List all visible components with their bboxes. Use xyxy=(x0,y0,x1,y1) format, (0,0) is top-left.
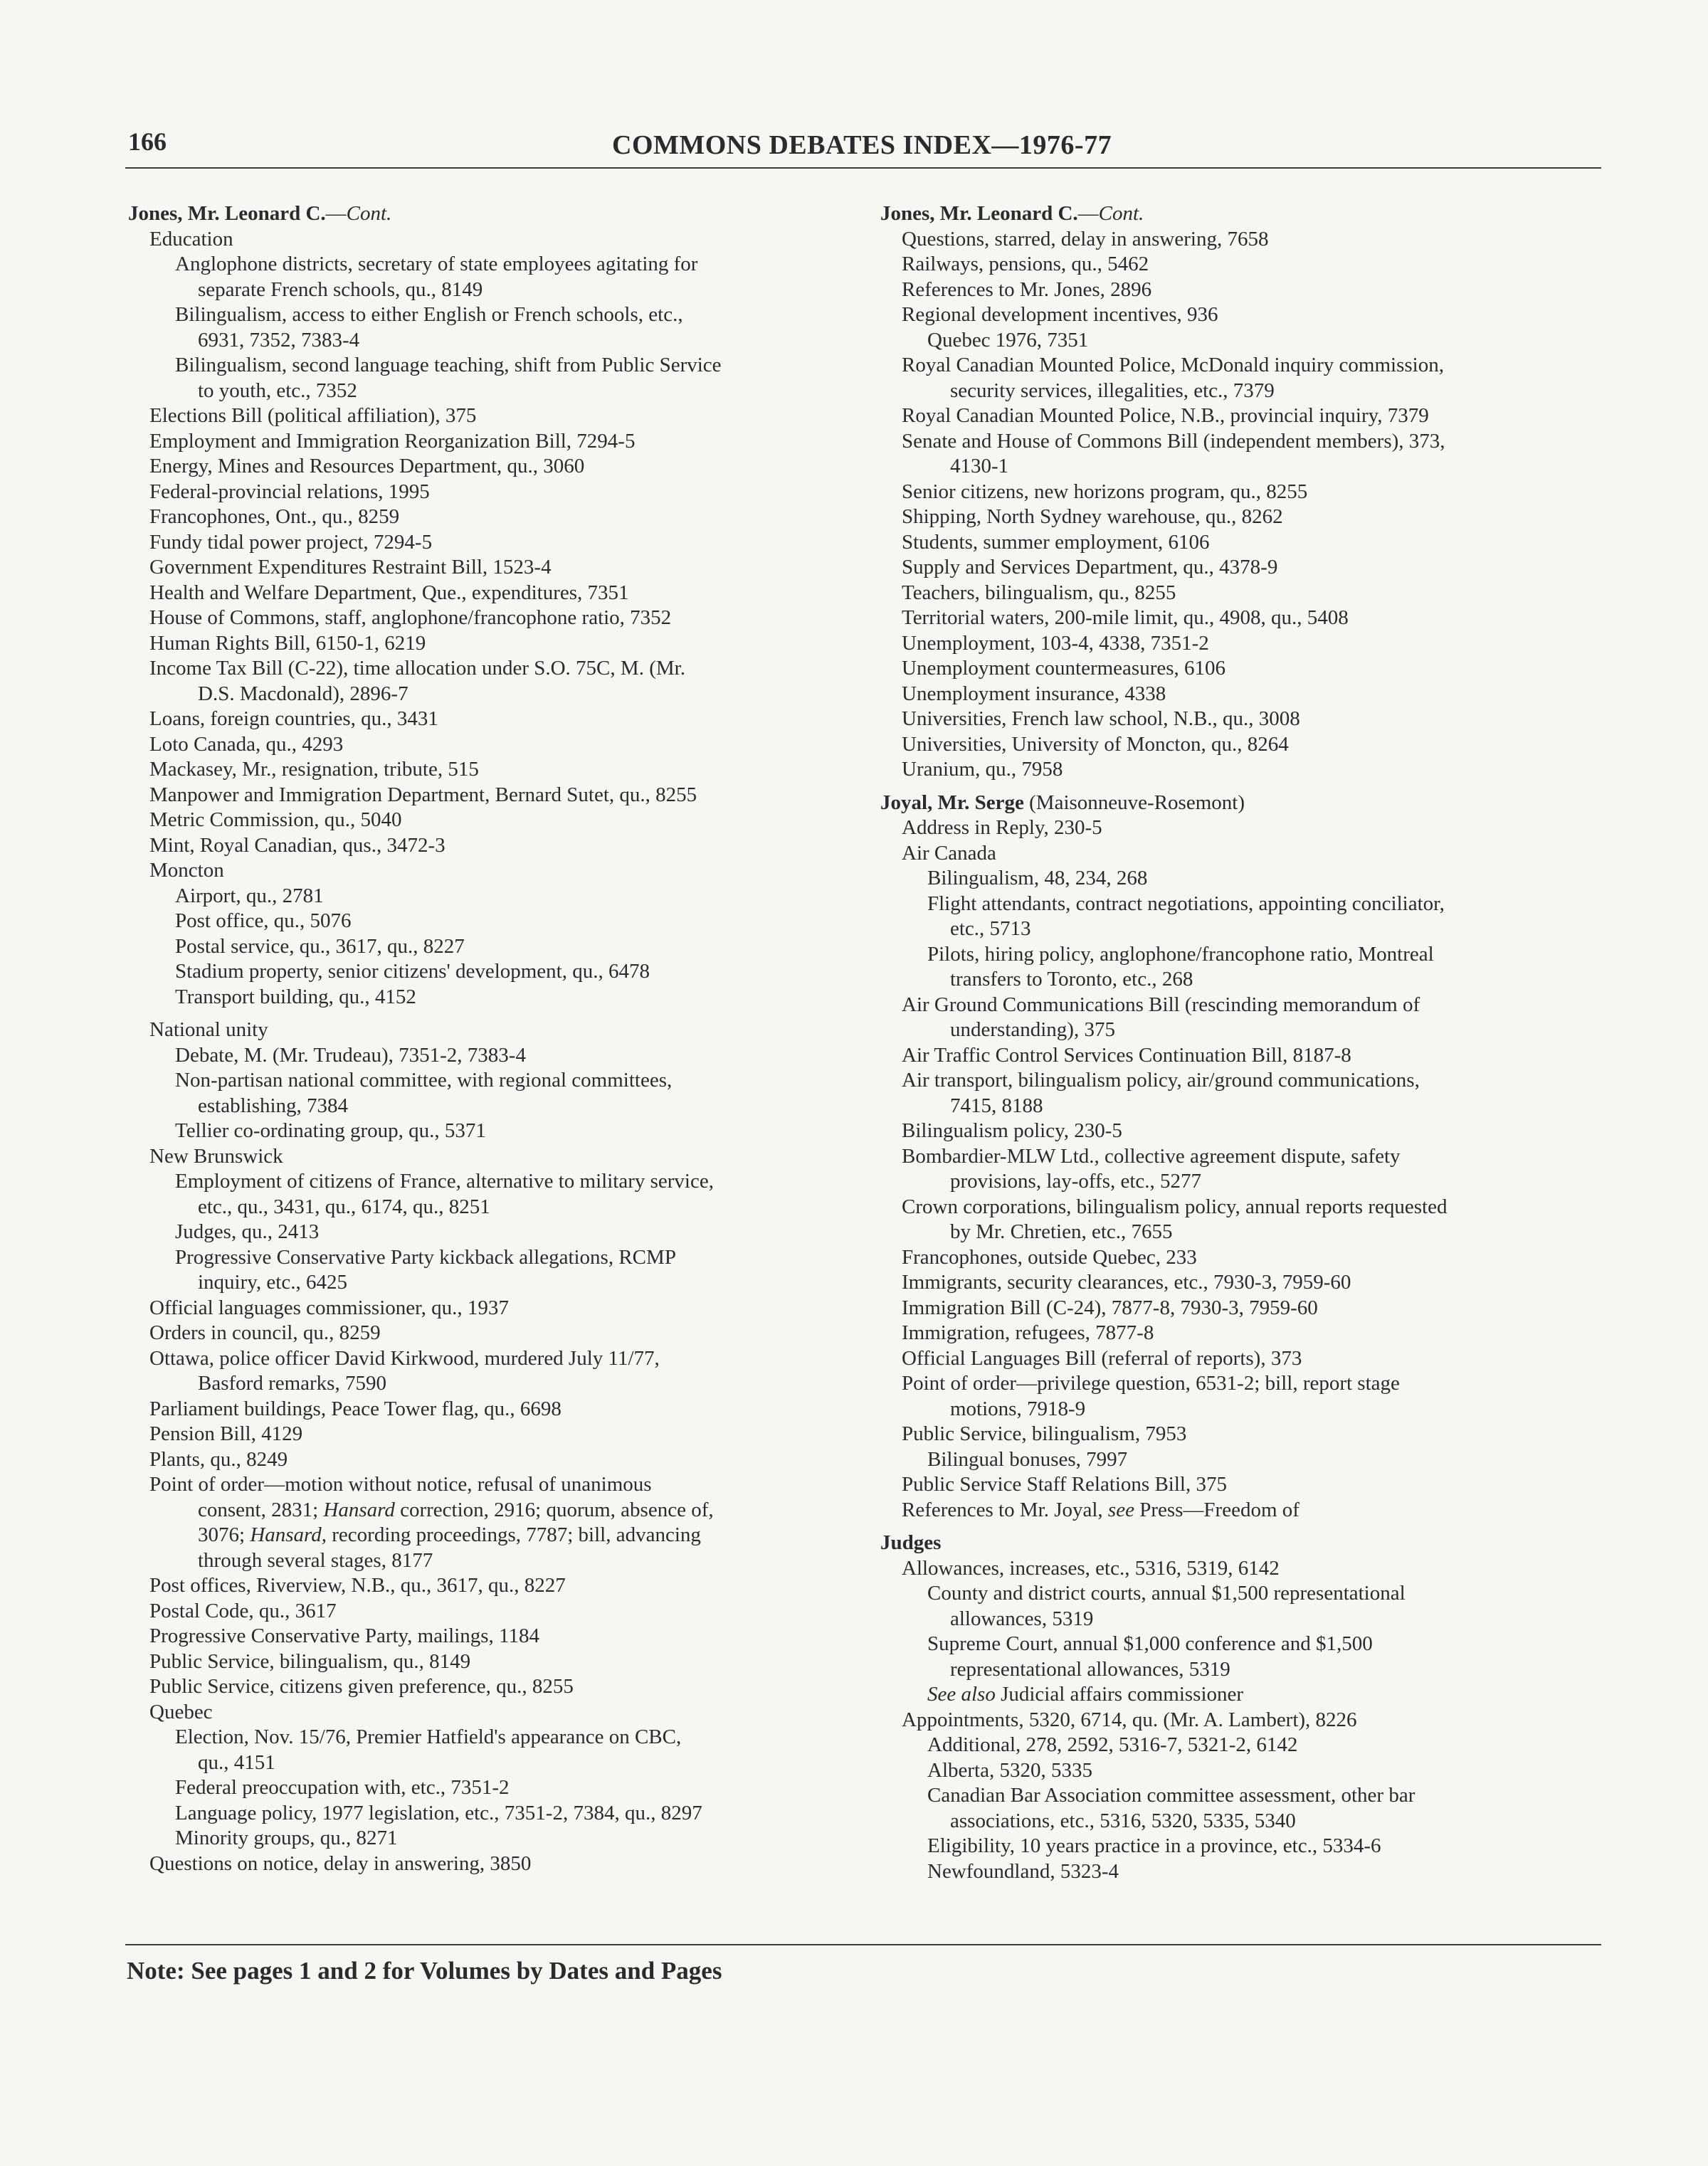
index-entry xyxy=(880,1068,1606,1094)
index-entry-text: 3076; xyxy=(198,1523,251,1546)
index-entry-text: Language policy, 1977 legislation, etc., 7351-2, 7384, qu., 8297 xyxy=(175,1801,702,1824)
index-entry xyxy=(880,1245,1606,1271)
index-entry-text: Crown corporations, bilingualism policy, annual reports requested xyxy=(902,1195,1448,1218)
index-entry-text: 7415, 8188 xyxy=(950,1094,1043,1117)
index-entry-italic: see xyxy=(1107,1498,1134,1521)
index-entry xyxy=(128,252,858,278)
index-entry-text: qu., 4151 xyxy=(198,1750,275,1774)
index-entry xyxy=(128,707,858,732)
index-entry xyxy=(128,1801,858,1827)
index-entry-text: Unemployment, 103-4, 4338, 7351-2 xyxy=(902,631,1209,655)
index-entry xyxy=(128,1346,858,1372)
index-entry-text: allowances, 5319 xyxy=(950,1607,1094,1630)
index-entry-text: Allowances, increases, etc., 5316, 5319, 6142 xyxy=(902,1556,1280,1580)
index-entry xyxy=(880,1371,1606,1397)
index-entry xyxy=(128,858,858,884)
index-entry xyxy=(880,1220,1606,1245)
index-entry xyxy=(880,1607,1606,1632)
index-entry-text: Questions, starred, delay in answering, 7658 xyxy=(902,227,1269,250)
index-entry-text: Official languages commissioner, qu., 1937 xyxy=(149,1296,509,1319)
index-entry-text: Teachers, bilingualism, qu., 8255 xyxy=(902,581,1176,604)
index-entry xyxy=(880,1581,1606,1607)
index-entry xyxy=(128,1043,858,1069)
index-entry-text: Additional, 278, 2592, 5316-7, 5321-2, 6142 xyxy=(927,1733,1298,1756)
index-entry-text: Supply and Services Department, qu., 4378-9 xyxy=(902,556,1278,579)
index-entry-text: understanding), 375 xyxy=(950,1018,1115,1041)
index-entry-text: References to Mr. Jones, 2896 xyxy=(902,278,1152,301)
index-heading-name: Jones, Mr. Leonard C. xyxy=(128,202,326,225)
index-entry xyxy=(880,1195,1606,1220)
index-heading xyxy=(880,1531,1606,1556)
index-entry-text: Elections Bill (political affiliation), 375 xyxy=(149,404,477,427)
index-entry xyxy=(128,480,858,505)
index-entry-text: motions, 7918-9 xyxy=(950,1397,1086,1420)
index-entry xyxy=(128,302,858,328)
index-entry xyxy=(880,328,1606,354)
index-entry-text: Territorial waters, 200-mile limit, qu., 4908, qu., 5408 xyxy=(902,606,1349,629)
index-entry xyxy=(128,1397,858,1422)
index-entry-text: Public Service, citizens given preference, qu., 8255 xyxy=(149,1675,574,1698)
index-entry-text: Fundy tidal power project, 7294-5 xyxy=(149,530,433,554)
index-entry xyxy=(880,606,1606,631)
index-entry-text: Unemployment countermeasures, 6106 xyxy=(902,657,1226,680)
index-entry xyxy=(880,480,1606,505)
index-entry-text: Bilingualism, 48, 234, 268 xyxy=(927,867,1148,889)
index-entry-text: Bilingualism policy, 230-5 xyxy=(902,1119,1122,1142)
index-entry xyxy=(128,985,858,1010)
index-entry xyxy=(128,1447,858,1473)
index-entry xyxy=(880,1422,1606,1447)
index-entry-text: Supreme Court, annual $1,000 conference and $1,500 xyxy=(927,1632,1373,1655)
index-entry-text: Tellier co-ordinating group, qu., 5371 xyxy=(175,1119,486,1142)
index-entry-text: 4130-1 xyxy=(950,455,1009,477)
index-entry xyxy=(880,1270,1606,1296)
running-head: COMMONS DEBATES INDEX—1976-77 xyxy=(612,130,1112,160)
index-entry xyxy=(128,1498,858,1523)
index-entry-italic: Cont. xyxy=(1098,202,1144,225)
index-entry-text: Pilots, hiring policy, anglophone/francophone ratio, Montreal xyxy=(927,942,1434,966)
index-entry xyxy=(880,403,1606,429)
index-entry xyxy=(128,1119,858,1144)
index-entry-text: Immigration Bill (C-24), 7877-8, 7930-3, 7959-60 xyxy=(902,1296,1318,1319)
index-entry xyxy=(128,1775,858,1801)
index-entry xyxy=(128,682,858,707)
index-entry-text: Progressive Conservative Party kickback allegations, RCMP xyxy=(175,1245,676,1269)
index-entry-text: security services, illegalities, etc., 7379 xyxy=(950,379,1275,402)
index-entry-text: Students, summer employment, 6106 xyxy=(902,530,1210,554)
index-entry xyxy=(128,1270,858,1296)
index-entry-text: provisions, lay-offs, etc., 5277 xyxy=(950,1170,1202,1193)
index-entry-text: National unity xyxy=(149,1018,268,1041)
index-entry-text: Metric Commission, qu., 5040 xyxy=(149,808,402,831)
index-entry xyxy=(880,1498,1606,1523)
index-column-left xyxy=(128,201,858,1876)
index-entry xyxy=(880,1321,1606,1346)
index-entry xyxy=(880,841,1606,867)
index-entry xyxy=(880,227,1606,253)
index-entry xyxy=(128,1094,858,1119)
index-entry-text: Francophones, outside Quebec, 233 xyxy=(902,1245,1197,1269)
index-entry-text: Manpower and Immigration Department, Bernard Sutet, qu., 8255 xyxy=(149,783,697,806)
index-entry-text: Income Tax Bill (C-22), time allocation under S.O. 75C, M. (Mr. xyxy=(149,657,685,680)
index-entry xyxy=(880,1682,1606,1708)
index-entry-text: Public Service, bilingualism, qu., 8149 xyxy=(149,1649,471,1673)
index-entry xyxy=(880,1296,1606,1321)
index-entry xyxy=(880,1094,1606,1119)
index-entry-text: Election, Nov. 15/76, Premier Hatfield's appearance on CBC, xyxy=(175,1726,682,1748)
index-entry-text: References to Mr. Joyal, xyxy=(902,1498,1108,1521)
index-entry-text: Bilingualism, second language teaching, shift from Public Service xyxy=(175,354,722,376)
index-entry xyxy=(880,1447,1606,1473)
index-entry xyxy=(880,942,1606,968)
index-entry xyxy=(880,757,1606,783)
index-entry xyxy=(128,631,858,657)
index-entry xyxy=(880,530,1606,556)
index-entry xyxy=(880,656,1606,682)
index-entry-text: Quebec 1976, 7351 xyxy=(927,328,1089,352)
index-entry xyxy=(128,783,858,808)
index-entry-text: inquiry, etc., 6425 xyxy=(198,1271,347,1294)
index-entry xyxy=(128,1851,858,1877)
index-entry-text: Energy, Mines and Resources Department, qu., 3060 xyxy=(149,455,585,477)
index-entry-text: Non-partisan national committee, with regional committees, xyxy=(175,1069,673,1092)
index-entry-text: Quebec xyxy=(149,1700,213,1723)
index-entry-text-cont: Judicial affairs commissioner xyxy=(995,1683,1244,1706)
index-entry-text: Senior citizens, new horizons program, qu., 8255 xyxy=(902,480,1308,503)
index-entry-text: Regional development incentives, 936 xyxy=(902,303,1218,326)
index-entry xyxy=(880,1119,1606,1144)
index-entry xyxy=(880,866,1606,892)
index-entry-text: to youth, etc., 7352 xyxy=(198,379,357,402)
index-entry-text: Royal Canadian Mounted Police, McDonald inquiry commission, xyxy=(902,354,1444,376)
index-heading xyxy=(128,201,858,227)
index-entry xyxy=(128,606,858,631)
index-entry xyxy=(880,1809,1606,1834)
index-entry xyxy=(880,1169,1606,1195)
index-entry-text: Immigrants, security clearances, etc., 7930-3, 7959-60 xyxy=(902,1271,1351,1294)
index-entry-text: Royal Canadian Mounted Police, N.B., provincial inquiry, 7379 xyxy=(902,404,1429,427)
index-entry-italic: Cont. xyxy=(346,202,392,225)
index-entry xyxy=(128,1371,858,1397)
index-entry-text: Stadium property, senior citizens' development, qu., 6478 xyxy=(175,960,650,983)
index-entry-text: Point of order—motion without notice, refusal of unanimous xyxy=(149,1473,652,1496)
index-entry-text: Appointments, 5320, 6714, qu. (Mr. A. Lambert), 8226 xyxy=(902,1708,1357,1731)
index-entry xyxy=(128,379,858,404)
index-entry-text: Government Expenditures Restraint Bill, 1523-4 xyxy=(149,556,552,579)
index-entry xyxy=(128,1649,858,1675)
index-entry xyxy=(880,993,1606,1018)
index-entry-text: Alberta, 5320, 5335 xyxy=(927,1758,1092,1782)
index-entry xyxy=(880,1632,1606,1657)
index-entry xyxy=(128,1422,858,1447)
index-entry-text: — xyxy=(325,202,347,225)
index-entry-text: Post office, qu., 5076 xyxy=(175,909,352,932)
index-entry-text: Parliament buildings, Peace Tower flag, qu., 6698 xyxy=(149,1397,562,1420)
index-entry xyxy=(880,732,1606,758)
page-number: 166 xyxy=(128,127,167,156)
index-entry xyxy=(880,1043,1606,1069)
index-entry-text: House of Commons, staff, anglophone/francophone ratio, 7352 xyxy=(149,606,672,629)
index-entry-text: Uranium, qu., 7958 xyxy=(902,758,1063,781)
index-entry-text: Anglophone districts, secretary of state employees agitating for xyxy=(175,253,698,275)
index-entry xyxy=(128,1700,858,1726)
index-entry-text: Francophones, Ont., qu., 8259 xyxy=(149,505,400,528)
index-entry-text: separate French schools, qu., 8149 xyxy=(198,278,483,301)
index-entry-text: Loto Canada, qu., 4293 xyxy=(149,732,344,756)
index-entry xyxy=(128,1674,858,1700)
index-entry xyxy=(128,833,858,859)
index-entry-text: etc., 5713 xyxy=(950,917,1031,940)
index-entry-text: Public Service, bilingualism, 7953 xyxy=(902,1422,1187,1445)
index-entry xyxy=(128,504,858,530)
index-entry-text: Federal preoccupation with, etc., 7351-2 xyxy=(175,1776,510,1799)
index-entry xyxy=(128,1725,858,1750)
index-entry-text: New Brunswick xyxy=(149,1144,283,1168)
index-entry xyxy=(128,278,858,303)
header-rule xyxy=(125,167,1601,169)
index-entry-text: Point of order—privilege question, 6531-2; bill, report stage xyxy=(902,1372,1400,1395)
index-entry xyxy=(128,1144,858,1170)
index-entry-text: Mint, Royal Canadian, qus., 3472-3 xyxy=(149,833,446,857)
index-entry-text-cont: correction, 2916; quorum, absence of, xyxy=(394,1498,714,1521)
index-heading xyxy=(880,791,1606,816)
index-entry-text: Questions on notice, delay in answering, 3850 xyxy=(149,1851,532,1875)
index-entry xyxy=(128,1195,858,1220)
index-entry-text-cont: Press—Freedom of xyxy=(1134,1498,1300,1521)
index-entry xyxy=(880,815,1606,841)
index-entry xyxy=(128,884,858,909)
index-entry xyxy=(128,1472,858,1498)
index-entry xyxy=(128,1068,858,1094)
index-entry-text: Pension Bill, 4129 xyxy=(149,1422,303,1445)
index-entry-text: Debate, M. (Mr. Trudeau), 7351-2, 7383-4 xyxy=(175,1043,526,1067)
index-entry xyxy=(880,1733,1606,1758)
index-heading-name: Joyal, Mr. Serge xyxy=(880,791,1024,814)
index-entry xyxy=(880,379,1606,404)
index-entry xyxy=(880,1472,1606,1498)
index-entry xyxy=(128,1573,858,1599)
index-entry-text: Post offices, Riverview, N.B., qu., 3617, qu., 8227 xyxy=(149,1574,566,1597)
index-entry-text: Senate and House of Commons Bill (independent members), 373, xyxy=(902,429,1445,453)
index-entry xyxy=(128,353,858,379)
index-entry-text: Flight attendants, contract negotiations, appointing conciliator, xyxy=(927,892,1445,915)
index-entry-italic: See also xyxy=(927,1683,996,1706)
index-entry xyxy=(880,278,1606,303)
index-entry-text: Bilingual bonuses, 7997 xyxy=(927,1447,1128,1471)
index-entry xyxy=(128,1548,858,1574)
index-entry-text: Immigration, refugees, 7877-8 xyxy=(902,1321,1154,1344)
index-entry xyxy=(128,808,858,833)
index-entry xyxy=(880,1144,1606,1170)
index-entry xyxy=(880,1657,1606,1683)
index-entry-text: Employment of citizens of France, alternative to military service, xyxy=(175,1170,714,1193)
index-entry-text: Bombardier-MLW Ltd., collective agreement dispute, safety xyxy=(902,1144,1401,1168)
index-entry xyxy=(880,555,1606,581)
index-entry-text: Air Traffic Control Services Continuation Bill, 8187-8 xyxy=(902,1043,1351,1067)
index-entry xyxy=(880,302,1606,328)
index-column-right xyxy=(880,201,1606,1884)
index-entry xyxy=(880,353,1606,379)
index-entry-text: Plants, qu., 8249 xyxy=(149,1447,288,1471)
index-entry-text: representational allowances, 5319 xyxy=(950,1657,1230,1681)
index-entry-text: Employment and Immigration Reorganization Bill, 7294-5 xyxy=(149,429,636,453)
index-entry-text: associations, etc., 5316, 5320, 5335, 5340 xyxy=(950,1809,1296,1832)
index-entry xyxy=(880,916,1606,942)
index-entry xyxy=(128,732,858,758)
index-heading xyxy=(880,201,1606,227)
index-entry xyxy=(880,967,1606,993)
index-entry-text: Railways, pensions, qu., 5462 xyxy=(902,253,1149,275)
index-entry xyxy=(880,1708,1606,1733)
index-entry-text: County and district courts, annual $1,500 representational xyxy=(927,1582,1406,1605)
index-entry-text: Health and Welfare Department, Que., expenditures, 7351 xyxy=(149,581,629,604)
index-heading-name: Jones, Mr. Leonard C. xyxy=(880,202,1078,225)
index-entry-text: Minority groups, qu., 8271 xyxy=(175,1827,398,1849)
index-entry xyxy=(128,1169,858,1195)
index-entry xyxy=(880,1018,1606,1043)
index-entry-text: Ottawa, police officer David Kirkwood, murdered July 11/77, xyxy=(149,1346,660,1370)
index-entry-text: Loans, foreign countries, qu., 3431 xyxy=(149,707,438,730)
index-entry-text: Air Ground Communications Bill (rescinding memorandum of xyxy=(902,993,1420,1016)
index-entry-italic: Hansard, xyxy=(250,1523,327,1546)
index-entry xyxy=(880,1397,1606,1422)
index-entry-text: Orders in council, qu., 8259 xyxy=(149,1321,381,1344)
index-entry-text: Postal Code, qu., 3617 xyxy=(149,1599,337,1622)
index-entry xyxy=(128,1523,858,1548)
index-entry xyxy=(128,1018,858,1043)
index-entry xyxy=(880,707,1606,732)
index-entry-text: Air transport, bilingualism policy, air/ground communications, xyxy=(902,1069,1420,1092)
index-heading-name: Judges xyxy=(880,1531,942,1554)
index-entry-text: Basford remarks, 7590 xyxy=(198,1372,386,1395)
index-entry-text: Transport building, qu., 4152 xyxy=(175,985,416,1008)
index-entry-text: Public Service Staff Relations Bill, 375 xyxy=(902,1473,1227,1496)
index-entry-text: Canadian Bar Association committee assessment, other bar xyxy=(927,1784,1416,1807)
index-entry xyxy=(880,1758,1606,1784)
index-entry xyxy=(880,429,1606,455)
index-entry xyxy=(880,504,1606,530)
index-entry xyxy=(880,1556,1606,1582)
index-entry xyxy=(880,252,1606,278)
index-entry-text: 6931, 7352, 7383-4 xyxy=(198,328,360,352)
index-entry xyxy=(128,1750,858,1776)
index-entry-text: Mackasey, Mr., resignation, tribute, 515 xyxy=(149,758,479,781)
index-entry-text: Human Rights Bill, 6150-1, 6219 xyxy=(149,631,426,655)
index-entry-text: etc., qu., 3431, qu., 6174, qu., 8251 xyxy=(198,1195,490,1218)
index-entry xyxy=(880,581,1606,606)
index-entry-text: Address in Reply, 230-5 xyxy=(902,816,1102,839)
index-entry-italic: Hansard xyxy=(323,1498,395,1521)
index-entry-text: Federal-provincial relations, 1995 xyxy=(149,480,430,503)
index-entry-text: Universities, French law school, N.B., qu., 3008 xyxy=(902,707,1300,730)
index-entry xyxy=(128,757,858,783)
index-entry xyxy=(128,1624,858,1649)
index-entry-text: establishing, 7384 xyxy=(198,1094,349,1117)
index-entry xyxy=(128,1245,858,1271)
index-entry xyxy=(128,656,858,682)
index-entry-text: Moncton xyxy=(149,859,224,882)
index-entry-text-cont: recording proceedings, 7787; bill, advancing xyxy=(327,1523,701,1546)
index-entry-text: Airport, qu., 2781 xyxy=(175,884,324,907)
index-entry-text: Shipping, North Sydney warehouse, qu., 8262 xyxy=(902,505,1283,528)
index-entry-text: Judges, qu., 2413 xyxy=(175,1220,320,1243)
index-entry-text: by Mr. Chretien, etc., 7655 xyxy=(950,1220,1173,1243)
footer-rule xyxy=(125,1944,1601,1945)
index-entry xyxy=(128,555,858,581)
index-entry xyxy=(128,454,858,480)
index-entry-text: Newfoundland, 5323-4 xyxy=(927,1859,1119,1883)
index-entry-text: (Maisonneuve-Rosemont) xyxy=(1023,791,1245,814)
index-entry-text: Education xyxy=(149,227,233,250)
index-entry xyxy=(128,1599,858,1624)
index-entry xyxy=(880,682,1606,707)
index-entry xyxy=(128,581,858,606)
index-entry-text: Universities, University of Moncton, qu., 8264 xyxy=(902,732,1289,756)
index-entry-text: through several stages, 8177 xyxy=(198,1548,433,1572)
index-entry-text: Bilingualism, access to either English or French schools, etc., xyxy=(175,303,683,326)
footer-note: Note: See pages 1 and 2 for Volumes by Dates and Pages xyxy=(127,1957,722,1985)
index-entry-text: Unemployment insurance, 4338 xyxy=(902,682,1166,705)
index-entry xyxy=(128,1321,858,1346)
index-entry-text: Eligibility, 10 years practice in a province, etc., 5334-6 xyxy=(927,1834,1381,1857)
index-entry xyxy=(880,454,1606,480)
index-entry xyxy=(880,1834,1606,1859)
index-entry-text: transfers to Toronto, etc., 268 xyxy=(950,968,1193,990)
index-entry xyxy=(880,1783,1606,1809)
index-entry-text: Postal service, qu., 3617, qu., 8227 xyxy=(175,934,465,958)
index-entry xyxy=(128,1220,858,1245)
index-entry xyxy=(880,892,1606,917)
index-entry xyxy=(880,1346,1606,1372)
index-entry-text: Air Canada xyxy=(902,841,996,865)
index-entry-text: D.S. Macdonald), 2896-7 xyxy=(198,682,408,705)
index-entry xyxy=(128,934,858,960)
index-entry xyxy=(128,1826,858,1851)
index-entry xyxy=(128,227,858,253)
index-entry-text: Progressive Conservative Party, mailings, 1184 xyxy=(149,1624,539,1647)
index-entry xyxy=(128,1296,858,1321)
index-entry xyxy=(128,530,858,556)
index-entry xyxy=(128,909,858,934)
index-entry xyxy=(128,429,858,455)
index-entry-text: consent, 2831; xyxy=(198,1498,324,1521)
index-entry xyxy=(128,403,858,429)
index-entry xyxy=(128,959,858,985)
index-entry xyxy=(880,1859,1606,1885)
index-entry xyxy=(880,631,1606,657)
index-entry xyxy=(128,328,858,354)
index-entry-text: — xyxy=(1077,202,1099,225)
index-entry-text: Official Languages Bill (referral of reports), 373 xyxy=(902,1346,1302,1370)
